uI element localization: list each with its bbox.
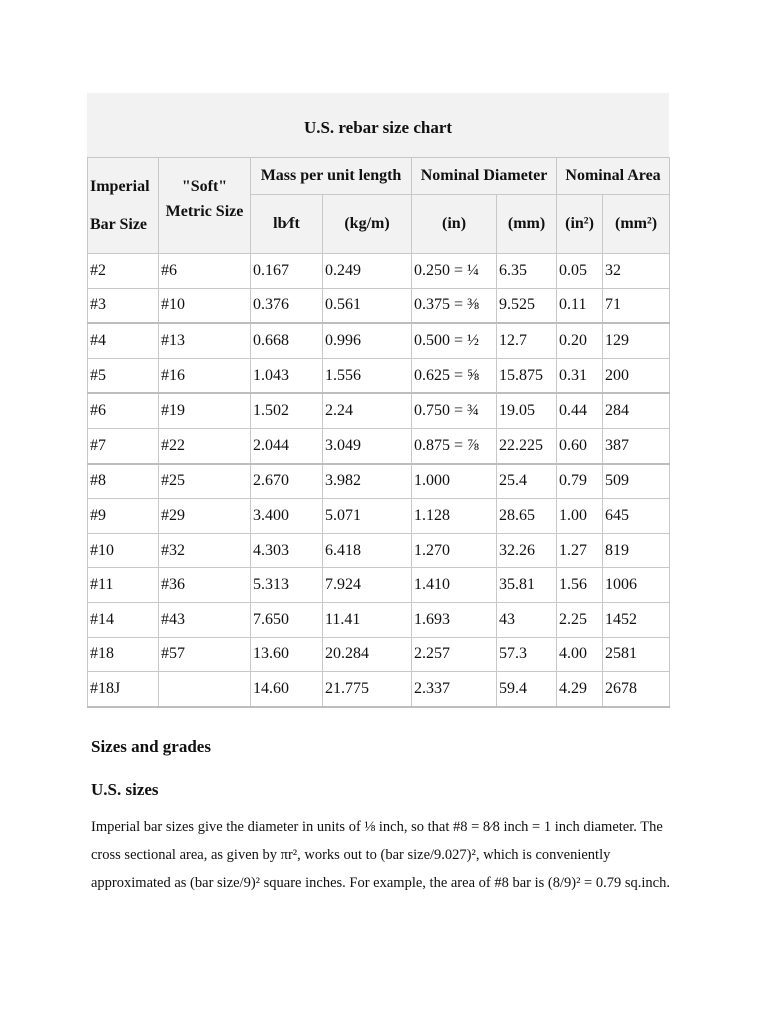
table-cell: 1452 (603, 602, 670, 637)
table-row (88, 428, 670, 463)
table-row (88, 358, 670, 393)
table-cell: 0.79 (557, 464, 603, 499)
table-cell: #7 (88, 428, 159, 463)
header-nominal-diameter: Nominal Diameter (412, 158, 557, 195)
table-row (88, 464, 670, 499)
header-mass-per-unit-length: Mass per unit length (251, 158, 412, 195)
table-cell: #32 (159, 533, 251, 568)
table-cell: 0.44 (557, 393, 603, 428)
table-row (88, 568, 670, 603)
table-cell: #36 (159, 568, 251, 603)
table-cell (159, 672, 251, 707)
table-cell: 0.249 (323, 254, 412, 289)
table-cell: 0.750 = ¾ (412, 393, 497, 428)
table-cell: 15.875 (497, 358, 557, 393)
table-cell: 35.81 (497, 568, 557, 603)
table-cell: 2.25 (557, 602, 603, 637)
table-cell: 0.167 (251, 254, 323, 289)
table-row (88, 323, 670, 358)
table-cell: #13 (159, 323, 251, 358)
table-cell: 2678 (603, 672, 670, 707)
table-row (88, 637, 670, 672)
table-cell: #16 (159, 358, 251, 393)
table-cell: 1006 (603, 568, 670, 603)
table-cell: 71 (603, 288, 670, 323)
table-cell: 1.000 (412, 464, 497, 499)
table-cell: 14.60 (251, 672, 323, 707)
table-cell: 6.35 (497, 254, 557, 289)
table-cell: #2 (88, 254, 159, 289)
table-cell: #5 (88, 358, 159, 393)
table-cell: #57 (159, 637, 251, 672)
table-cell: 9.525 (497, 288, 557, 323)
table-cell: 28.65 (497, 499, 557, 534)
table-cell: 0.05 (557, 254, 603, 289)
table-cell: 2581 (603, 637, 670, 672)
table-cell: 0.20 (557, 323, 603, 358)
table-cell: #25 (159, 464, 251, 499)
table-row (88, 602, 670, 637)
table-cell: 200 (603, 358, 670, 393)
table-cell: 0.996 (323, 323, 412, 358)
table-cell: 22.225 (497, 428, 557, 463)
table-cell: 21.775 (323, 672, 412, 707)
table-cell: 645 (603, 499, 670, 534)
table-cell: 0.11 (557, 288, 603, 323)
table-cell: #9 (88, 499, 159, 534)
table-row (88, 533, 670, 568)
table-cell: 284 (603, 393, 670, 428)
header-soft-metric-size: "Soft" Metric Size (159, 158, 251, 254)
table-cell: 32.26 (497, 533, 557, 568)
table-cell: 20.284 (323, 637, 412, 672)
us-sizes-paragraph: Imperial bar sizes give the diameter in units of ⅛ inch, so that #8 = 8⁄8 inch = 1 inch diameter. The cross sectional area, as given by πr², works out to (bar size/9.027)², which is conveniently approximated as (bar size/9)² square inches. For example, the area of #8 bar is (8/9)² = 0.79 sq.inch. (91, 819, 670, 891)
table-cell: 0.376 (251, 288, 323, 323)
table-cell: #18J (88, 672, 159, 707)
table-cell: 4.29 (557, 672, 603, 707)
table-cell: 819 (603, 533, 670, 568)
heading-us-sizes: U.S. sizes (91, 780, 159, 799)
table-row (88, 499, 670, 534)
header-lb-ft: lb⁄ft (251, 195, 323, 254)
table-cell: 0.31 (557, 358, 603, 393)
table-cell: 0.375 = ⅜ (412, 288, 497, 323)
table-row (88, 254, 670, 289)
table-cell: #6 (88, 393, 159, 428)
heading-sizes-and-grades: Sizes and grades (91, 737, 211, 756)
table-row (88, 672, 670, 707)
table-cell: 6.418 (323, 533, 412, 568)
table-cell: 7.650 (251, 602, 323, 637)
table-cell: #4 (88, 323, 159, 358)
table-cell: #19 (159, 393, 251, 428)
table-cell: 25.4 (497, 464, 557, 499)
table-cell: 3.982 (323, 464, 412, 499)
table-cell: 1.043 (251, 358, 323, 393)
table-cell: 2.24 (323, 393, 412, 428)
table-cell: 43 (497, 602, 557, 637)
table-cell: #14 (88, 602, 159, 637)
table-cell: 387 (603, 428, 670, 463)
table-cell: 1.27 (557, 533, 603, 568)
table-cell: 2.337 (412, 672, 497, 707)
table-cell: 1.00 (557, 499, 603, 534)
table-cell: 12.7 (497, 323, 557, 358)
table-cell: 0.668 (251, 323, 323, 358)
table-cell: #11 (88, 568, 159, 603)
header-in2: (in²) (557, 195, 603, 254)
rebar-table-body (88, 254, 670, 707)
table-cell: 5.071 (323, 499, 412, 534)
table-cell: 4.00 (557, 637, 603, 672)
table-cell: 1.270 (412, 533, 497, 568)
table-cell: 1.556 (323, 358, 412, 393)
table-cell: 1.128 (412, 499, 497, 534)
header-mm2: (mm²) (603, 195, 670, 254)
table-cell: 5.313 (251, 568, 323, 603)
table-cell: #18 (88, 637, 159, 672)
table-cell: 0.875 = ⅞ (412, 428, 497, 463)
table-cell: 0.561 (323, 288, 412, 323)
table-cell: 59.4 (497, 672, 557, 707)
table-cell: 3.400 (251, 499, 323, 534)
table-cell: 1.56 (557, 568, 603, 603)
header-in: (in) (412, 195, 497, 254)
header-imperial-bar-size: Imperial Bar Size (88, 158, 159, 254)
table-cell: 129 (603, 323, 670, 358)
header-kg-m: (kg/m) (323, 195, 412, 254)
table-cell: 7.924 (323, 568, 412, 603)
table-row (88, 393, 670, 428)
table-cell: #10 (88, 533, 159, 568)
table-row (88, 288, 670, 323)
table-cell: 4.303 (251, 533, 323, 568)
table-cell: 19.05 (497, 393, 557, 428)
table-cell: #3 (88, 288, 159, 323)
table-cell: 13.60 (251, 637, 323, 672)
table-cell: 2.670 (251, 464, 323, 499)
table-cell: #22 (159, 428, 251, 463)
table-cell: #10 (159, 288, 251, 323)
table-cell: 1.410 (412, 568, 497, 603)
rebar-table (87, 157, 670, 708)
table-cell: 57.3 (497, 637, 557, 672)
table-cell: 0.625 = ⅝ (412, 358, 497, 393)
table-cell: 2.044 (251, 428, 323, 463)
table-caption: U.S. rebar size chart (87, 93, 669, 157)
table-cell: #29 (159, 499, 251, 534)
table-cell: 0.60 (557, 428, 603, 463)
table-cell: 0.500 = ½ (412, 323, 497, 358)
table-cell: 3.049 (323, 428, 412, 463)
table-cell: 1.693 (412, 602, 497, 637)
table-cell: 11.41 (323, 602, 412, 637)
table-cell: #6 (159, 254, 251, 289)
table-cell: 32 (603, 254, 670, 289)
table-cell: #8 (88, 464, 159, 499)
header-nominal-area: Nominal Area (557, 158, 670, 195)
header-mm: (mm) (497, 195, 557, 254)
table-cell: 509 (603, 464, 670, 499)
table-cell: 1.502 (251, 393, 323, 428)
rebar-size-table (87, 93, 669, 708)
table-cell: 2.257 (412, 637, 497, 672)
table-cell: 0.250 = ¼ (412, 254, 497, 289)
table-cell: #43 (159, 602, 251, 637)
